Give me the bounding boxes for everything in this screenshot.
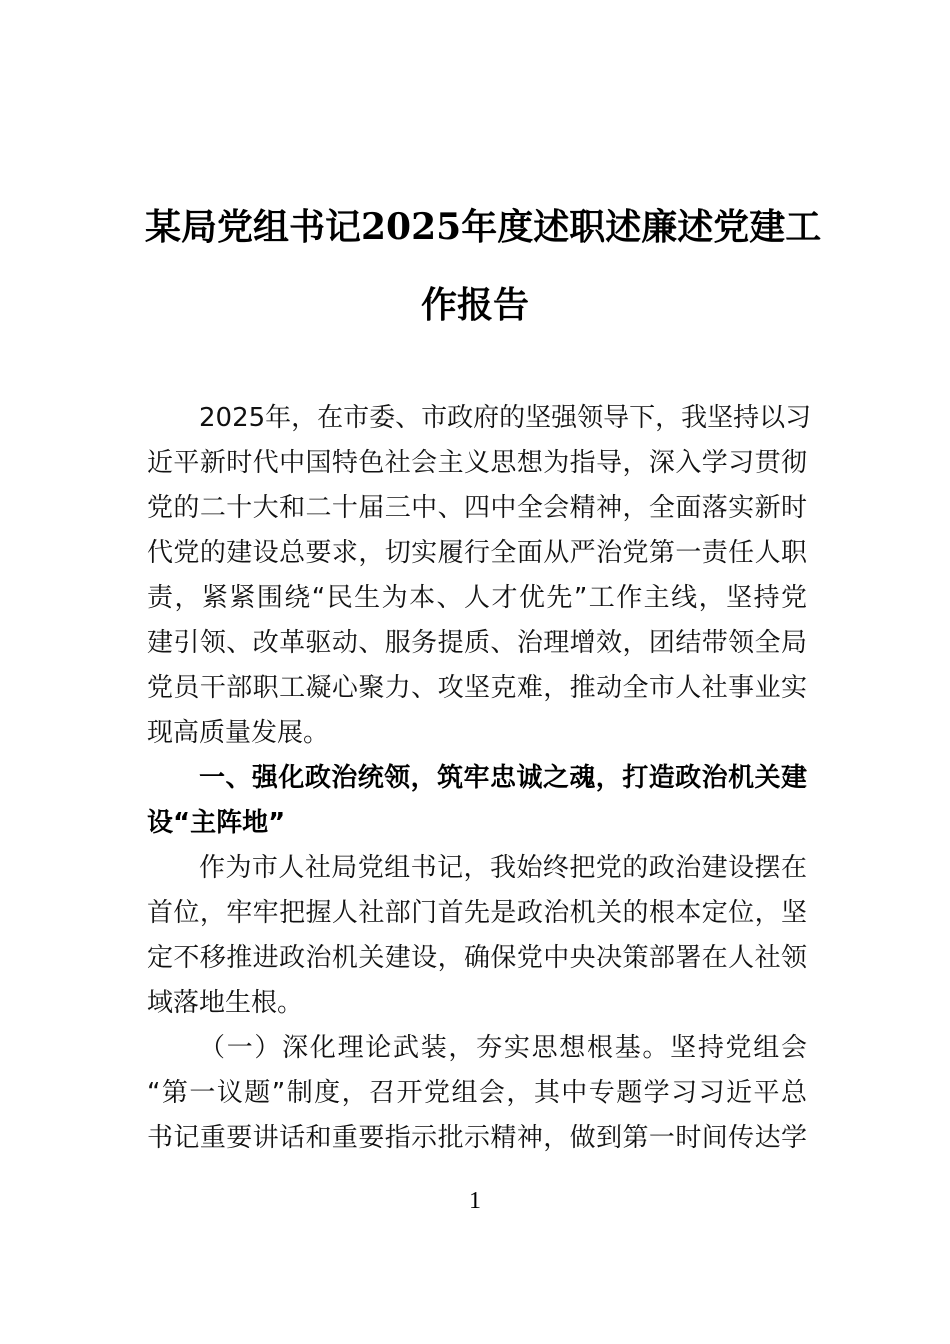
text-line: 代党的建设总要求，切实履行全面从严治党第一责任人职 — [147, 538, 807, 568]
heading-line: 一、强化政治统领，筑牢忠诚之魂，打造政治机关建 — [199, 763, 807, 793]
text-line: 责，紧紧围绕“民生为本、人才优先”工作主线，坚持党 — [147, 583, 807, 613]
text-line: 建引领、改革驱动、服务提质、治理增效，团结带领全局 — [147, 628, 807, 658]
text-line: 域落地生根。 — [147, 988, 304, 1018]
text-line: （一）深化理论武装，夯实思想根基。坚持党组会 — [199, 1033, 807, 1063]
title-line-2: 作报告 — [420, 284, 529, 326]
paragraph-political-construction — [147, 846, 807, 1026]
text-line: 现高质量发展。 — [147, 718, 330, 748]
text-line: 首位，牢牢把握人社部门首先是政治机关的根本定位，坚 — [147, 898, 807, 928]
heading-line: 设“主阵地” — [147, 808, 286, 838]
paragraph-intro — [147, 396, 812, 756]
title-line-1: 某局党组书记2025年度述职述廉述党建工 — [145, 206, 822, 248]
text-line: 作为市人社局党组书记，我始终把党的政治建设摆在 — [199, 853, 807, 883]
text-line: 近平新时代中国特色社会主义思想为指导，深入学习贯彻 — [147, 448, 807, 478]
page-number: 1 — [469, 1188, 481, 1214]
text-line: 定不移推进政治机关建设，确保党中央决策部署在人社领 — [147, 943, 807, 973]
text-line: 党的二十大和二十届三中、四中全会精神，全面落实新时 — [147, 493, 807, 523]
text-line: 党员干部职工凝心聚力、攻坚克难，推动全市人社事业实 — [147, 673, 807, 703]
document-title — [145, 188, 822, 344]
document-body — [147, 396, 812, 1161]
section-heading-1 — [147, 756, 807, 846]
paragraph-subsection-1 — [147, 1026, 807, 1161]
text-line: 2025年，在市委、市政府的坚强领导下，我坚持以习 — [199, 403, 812, 433]
text-line: 书记重要讲话和重要指示批示精神，做到第一时间传达学 — [147, 1123, 807, 1153]
text-line: “第一议题”制度，召开党组会，其中专题学习习近平总 — [147, 1078, 807, 1108]
